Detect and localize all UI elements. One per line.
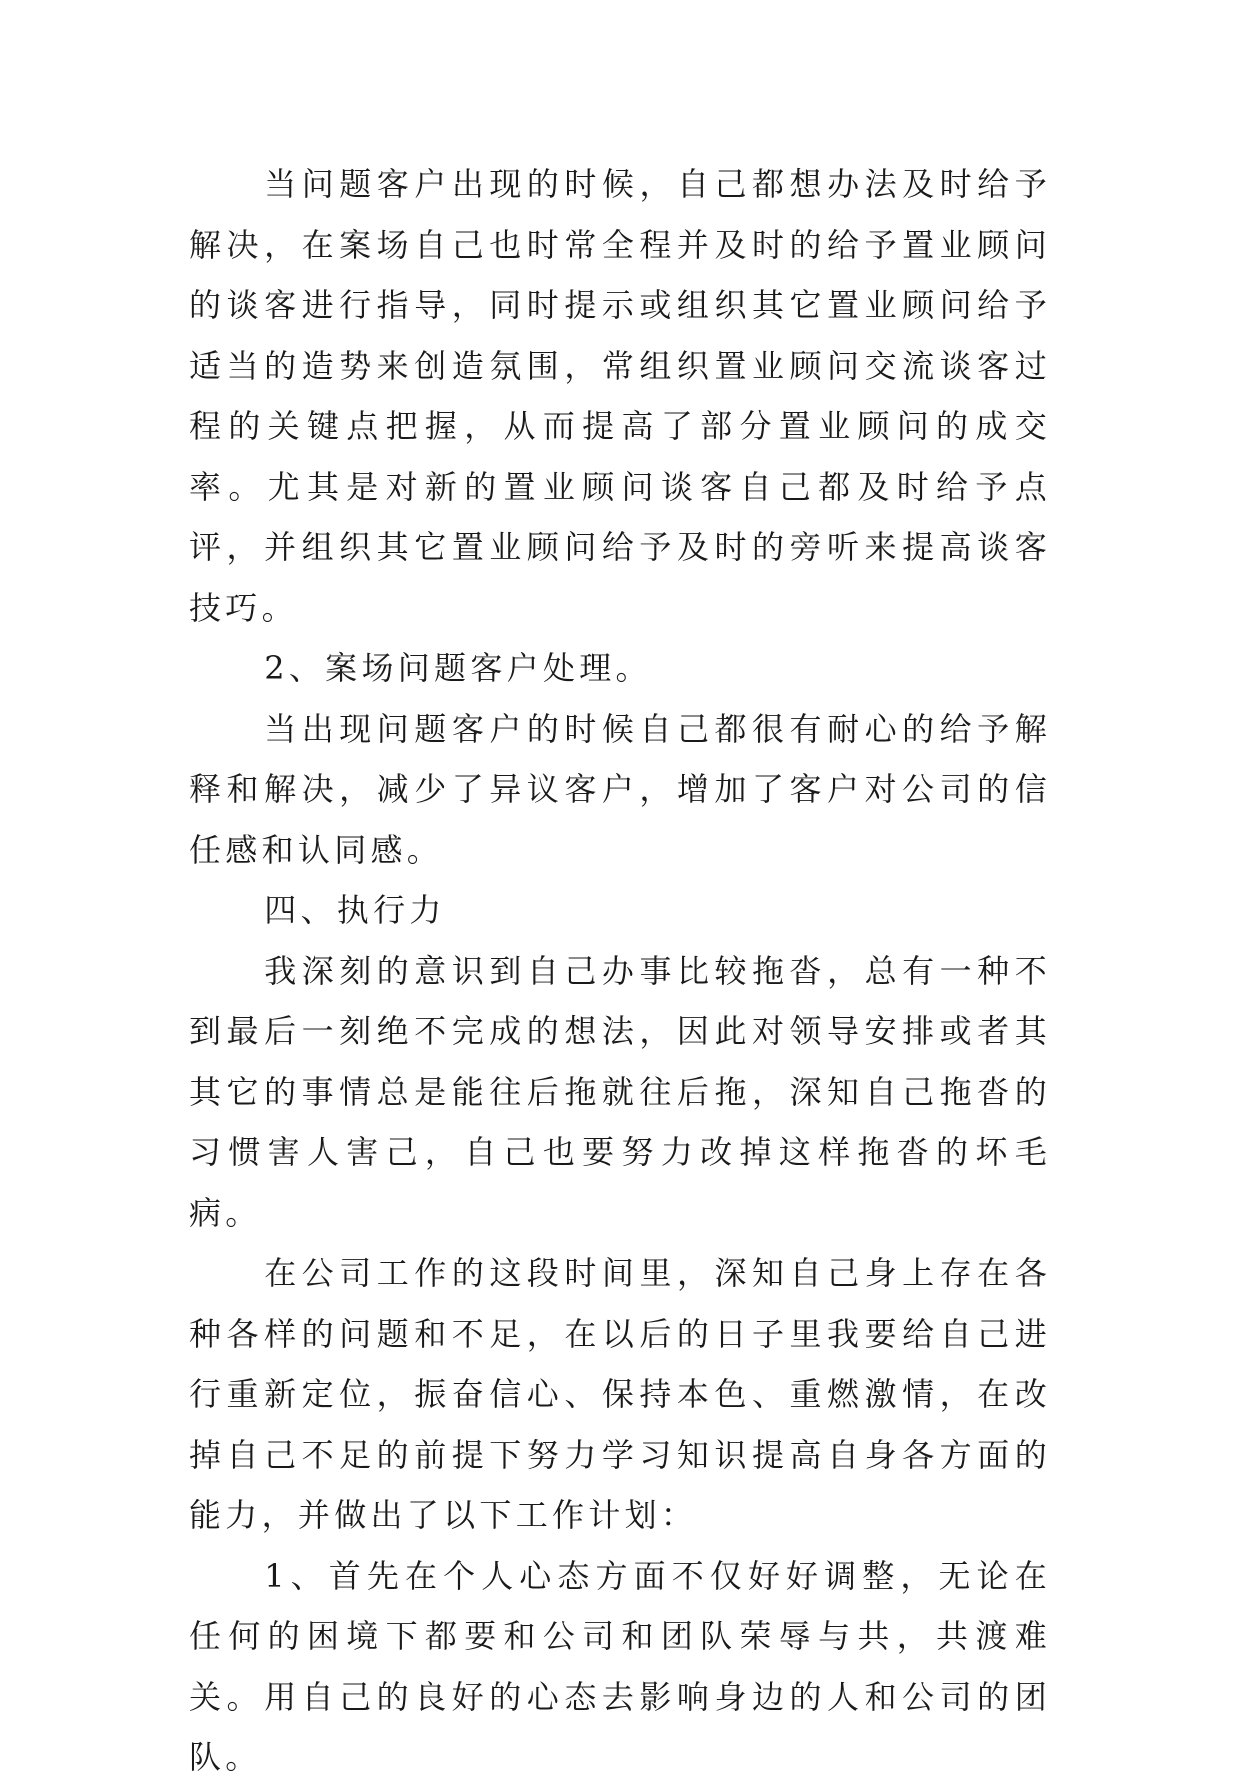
paragraph-problem-clients-guidance: 当问题客户出现的时候，自己都想办法及时给予解决，在案场自己也时常全程并及时的给予置业顾问的谈客进行指导，同时提示或组织其它置业顾问给予适当的造势来创造氛围，常组织置业顾问交流谈客过程的关键点把握，从而提高了部分置业顾问的成交率。尤其是对新的置业顾问谈客自己都及时给予点评，并组织其它置业顾问给予及时的旁听来提高谈客技巧。 bbox=[189, 165, 1051, 627]
paragraph-procrastination: 我深刻的意识到自己办事比较拖沓，总有一种不到最后一刻绝不完成的想法，因此对领导安排或者其其它的事情总是能往后拖就往后拖，深知自己拖沓的习惯害人害己，自己也要努力改掉这样拖沓的坏毛病。 bbox=[189, 951, 1051, 1232]
section-heading-execution: 四、执行力 bbox=[264, 891, 446, 929]
paragraph-patient-explanation: 当出现问题客户的时候自己都很有耐心的给予解释和解决，减少了异议客户，增加了客户对公司的信任感和认同感。 bbox=[189, 709, 1051, 869]
paragraph-plan-item-1: 1、首先在个人心态方面不仅好好调整，无论在任何的困境下都要和公司和团队荣辱与共，共渡难关。用自己的良好的心态去影响身边的人和公司的团队。 bbox=[189, 1556, 1051, 1776]
paragraph-self-repositioning: 在公司工作的这段时间里，深知自己身上存在各种各样的问题和不足，在以后的日子里我要给自己进行重新定位，振奋信心、保持本色、重燃激情，在改掉自己不足的前提下努力学习知识提高自身各方面的能力，并做出了以下工作计划： bbox=[189, 1254, 1051, 1534]
subheading-problem-client-handling: 2、案场问题客户处理。 bbox=[264, 649, 652, 687]
document-body bbox=[189, 154, 1051, 1788]
